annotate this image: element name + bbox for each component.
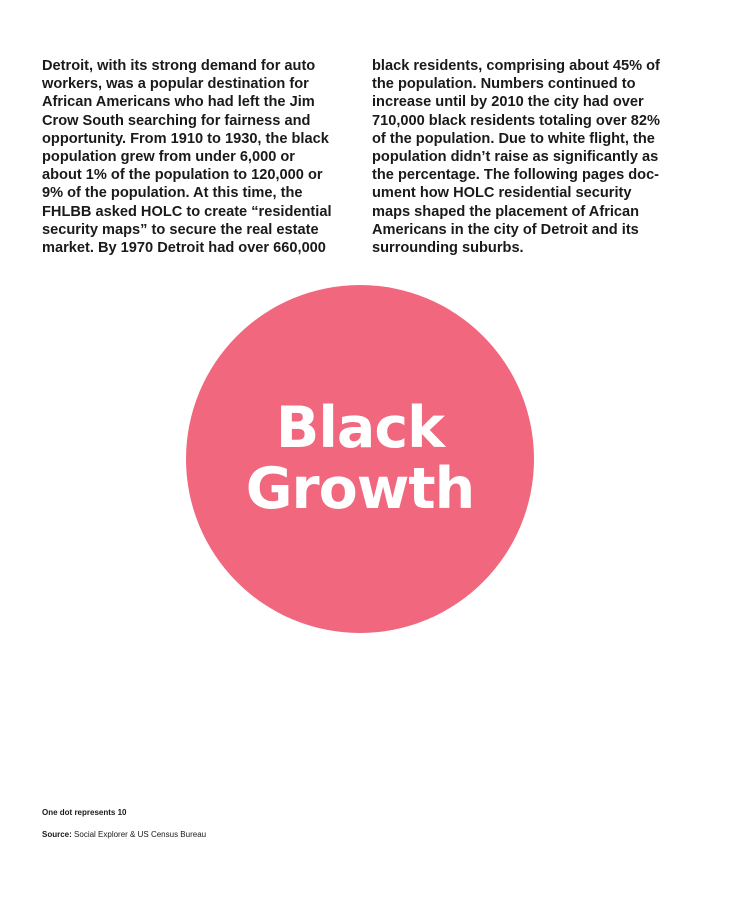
intro-line: the population. Numbers continued to <box>372 76 636 93</box>
intro-line: maps shaped the placement of African <box>372 203 640 220</box>
intro-right-column <box>372 57 688 257</box>
intro-line: FHLBB asked HOLC to create “residential <box>42 203 332 220</box>
intro-line: population grew from under 6,000 or <box>42 149 295 166</box>
feature-title-line: Growth <box>245 456 475 522</box>
intro-line: Detroit, with its strong demand for auto <box>42 58 316 74</box>
source-note <box>42 830 206 840</box>
intro-line: the percentage. The following pages doc- <box>372 167 660 184</box>
intro-line: population didn’t raise as significantly as <box>372 149 659 166</box>
intro-line: of the population. Due to white flight, the <box>372 130 655 147</box>
intro-line: ument how HOLC residential security <box>372 185 632 202</box>
dot-legend-note: One dot represents 10 <box>42 808 127 817</box>
intro-line: increase until by 2010 the city had over <box>372 94 644 111</box>
feature-title-line: Black <box>275 395 445 461</box>
intro-line: opportunity. From 1910 to 1930, the black <box>42 130 329 147</box>
intro-line: security maps” to secure the real estate <box>42 221 319 238</box>
source-label: Source: <box>42 830 72 839</box>
intro-line: 9% of the population. At this time, the <box>42 185 303 202</box>
intro-line: Crow South searching for fairness and <box>42 112 311 129</box>
intro-line: surrounding suburbs. <box>372 240 524 257</box>
source-text: Social Explorer & US Census Bureau <box>74 830 207 839</box>
intro-line: 710,000 black residents totaling over 82% <box>372 112 660 129</box>
intro-line: about 1% of the population to 120,000 or <box>42 167 323 184</box>
intro-line: market. By 1970 Detroit had over 660,000 <box>42 240 326 257</box>
intro-line: workers, was a popular destination for <box>42 76 309 93</box>
intro-line: black residents, comprising about 45% of <box>372 58 660 74</box>
intro-line: Americans in the city of Detroit and its <box>372 221 639 238</box>
intro-left-column <box>42 57 354 257</box>
feature-title <box>186 395 534 522</box>
intro-line: African Americans who had left the Jim <box>42 94 315 111</box>
